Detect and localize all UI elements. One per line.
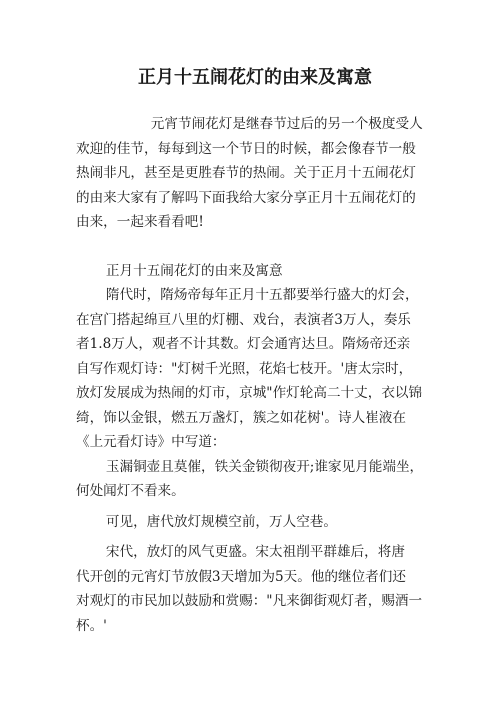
- text-line: 《上元看灯诗》中写道：: [76, 434, 226, 450]
- text-line: 何处闻灯不看来。: [76, 483, 185, 499]
- text-line: 对观灯的市民加以鼓励和赏赐："凡来御街观灯者，赐酒一: [76, 593, 423, 609]
- text-line: 欢迎的佳节，每每到这一个节日的时候，都会像春节一般: [76, 140, 416, 157]
- text-line: 放灯发展成为热闹的灯市，京城"作灯轮高二十丈，衣以锦: [76, 385, 423, 401]
- text-line: 可见，唐代放灯规模空前，万人空巷。: [105, 513, 337, 530]
- paragraph-song-dynasty: [76, 540, 440, 638]
- text-line: 杯。': [76, 617, 107, 634]
- paragraph-tang-summary: [76, 510, 440, 535]
- text-line: 在宫门搭起绵亘八里的灯棚、戏台，表演者3万人，奏乐: [76, 311, 411, 328]
- text-line: 自写作观灯诗："灯树千光照，花焰七枝开。'唐太宗时，: [76, 360, 413, 377]
- paragraph-gap: [76, 235, 440, 259]
- text-line: 绮，饰以金银，燃五万盏灯，簇之如花树'。诗人崔液在: [76, 409, 406, 426]
- paragraph-poem: [76, 455, 440, 504]
- document-title: 正月十五闹花灯的由来及寓意: [138, 67, 372, 88]
- text-line: 的由来大家有了解吗下面我给大家分享正月十五闹花灯的: [76, 189, 416, 206]
- paragraph-sui-dynasty: [76, 283, 440, 455]
- text-line: 玉漏铜壶且莫催，铁关金锁彻夜开;谁家见月能端坐，: [105, 458, 424, 475]
- text-line: 者1.8万人，观者不计其数。灯会通宵达旦。隋炀帝还亲: [76, 336, 411, 352]
- intro-paragraph: [76, 112, 440, 235]
- section-heading-text: 正月十五闹花灯的由来及寓意: [105, 262, 283, 279]
- section-heading: [76, 259, 440, 284]
- text-line: 宋代，放灯的风气更盛。宋太祖削平群雄后，将唐: [105, 544, 405, 560]
- text-line: 热闹非凡，甚至是更胜春节的热闹。关于正月十五闹花灯: [76, 165, 416, 181]
- text-line: 隋代时，隋炀帝每年正月十五都要举行盛大的灯会，: [105, 287, 419, 303]
- text-line: 代开创的元宵灯节放假3天增加为5天。他的继位者们还: [76, 568, 406, 585]
- text-line: 元宵节闹花灯是继春节过后的另一个极度受人: [150, 116, 423, 132]
- text-line: 由来，一起来看看吧!: [76, 214, 204, 230]
